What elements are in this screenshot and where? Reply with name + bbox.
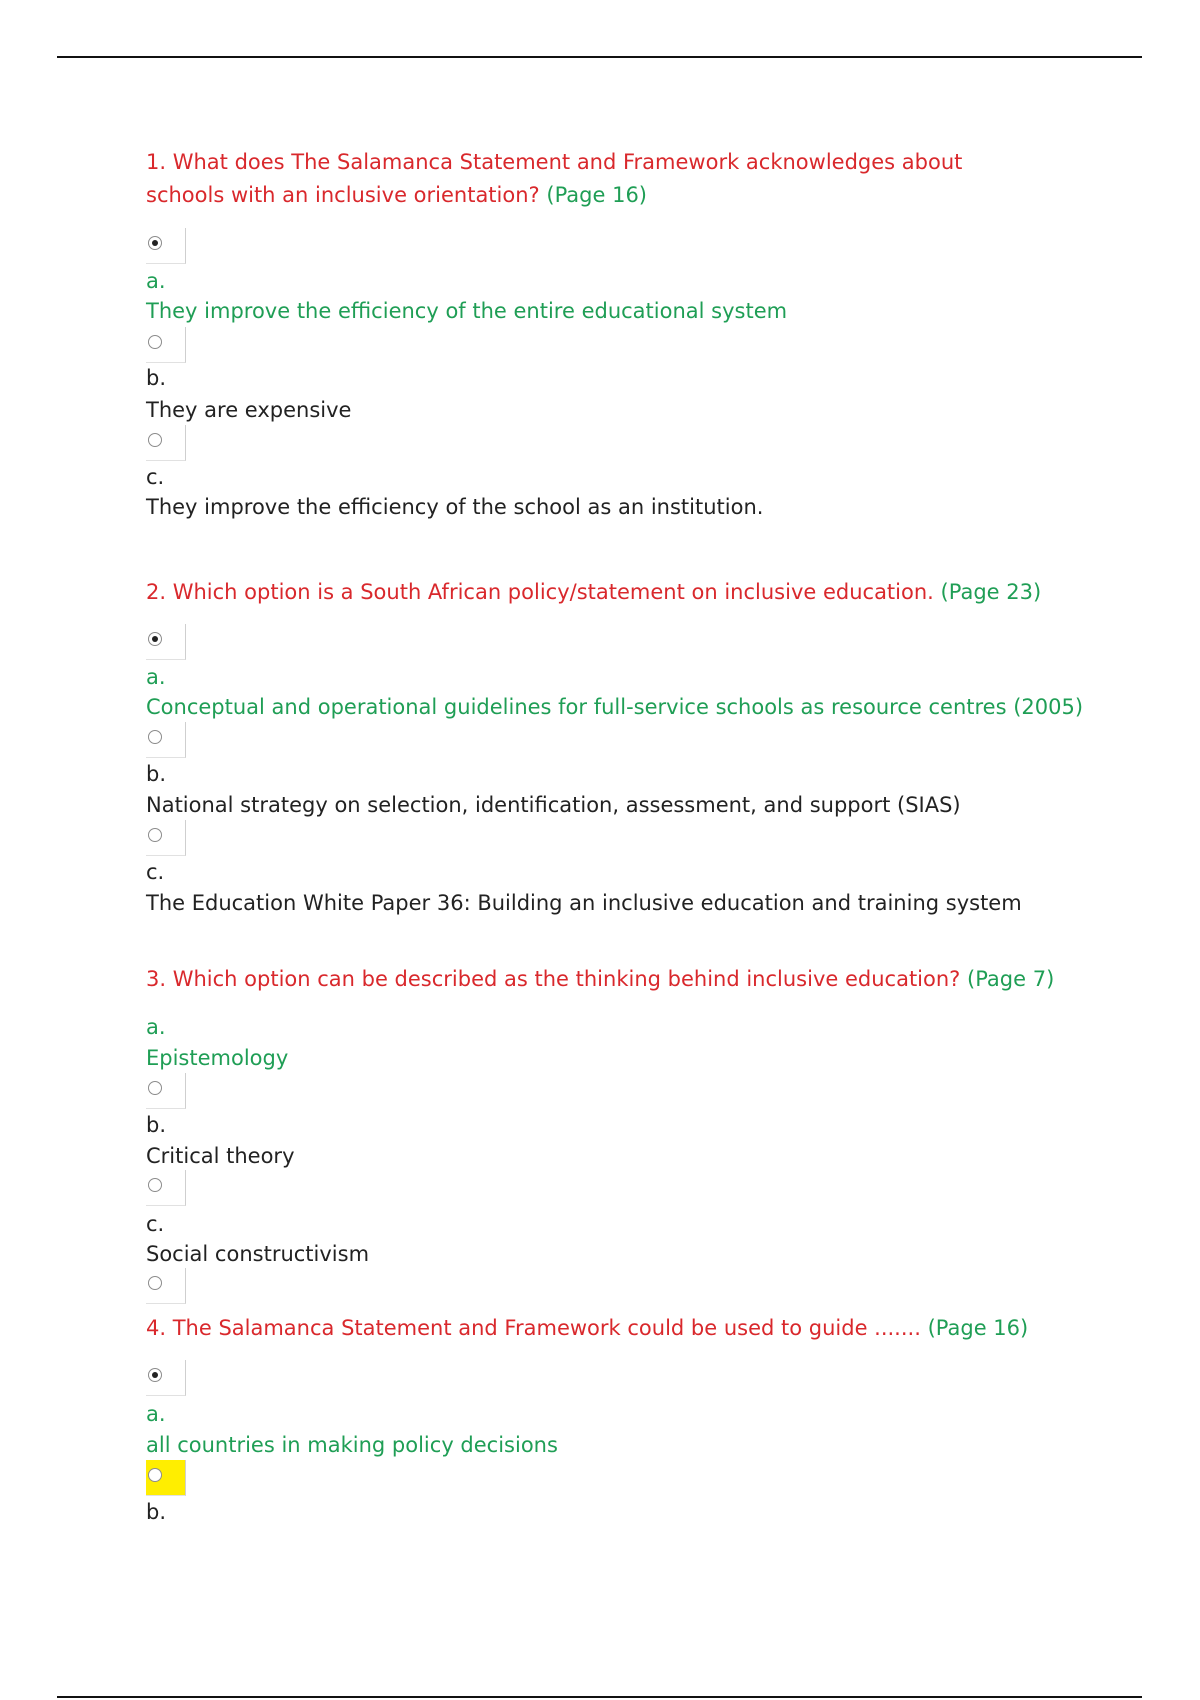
q2-option-a-text: Conceptual and operational guidelines for full-service schools as resource centres (2005) [146,695,1084,719]
radio-empty-icon [148,828,162,842]
question-2-page-ref: (Page 23) [940,580,1042,604]
q4-option-a-radio[interactable] [146,1360,186,1396]
radio-selected-icon [148,1368,162,1382]
question-3-page-ref: (Page 7) [967,967,1055,991]
q1-option-a-letter: a. [146,269,166,293]
question-1 [146,146,1026,212]
radio-empty-icon [148,730,162,744]
question-3-text: 3. Which option can be described as the thinking behind inclusive education? [146,967,961,991]
bottom-rule [57,1696,1142,1698]
q3-option-c-radio[interactable] [146,1170,186,1206]
q1-option-a-text: They improve the efficiency of the entire educational system [146,299,788,323]
top-rule [57,56,1142,58]
radio-empty-icon [148,1276,162,1290]
q1-option-c-text: They improve the efficiency of the school as an institution. [146,495,764,519]
q2-option-a-letter: a. [146,665,166,689]
question-1-page-ref: (Page 16) [546,183,647,207]
q2-option-c-radio[interactable] [146,820,186,856]
q2-option-c-text: The Education White Paper 36: Building an inclusive education and training system [146,891,1022,915]
q1-option-a-radio[interactable] [146,228,186,264]
q1-option-b-text: They are expensive [146,398,352,422]
radio-empty-icon [148,1468,162,1482]
q3-option-a-letter: a. [146,1015,166,1039]
q2-option-b-text: National strategy on selection, identification, assessment, and support (SIAS) [146,793,961,817]
radio-empty-icon [148,1081,162,1095]
question-2 [146,576,1041,609]
q3-option-b-radio[interactable] [146,1073,186,1109]
question-3 [146,963,1054,996]
question-2-text: 2. Which option is a South African policy/statement on inclusive education. [146,580,934,604]
q4-option-b-letter: b. [146,1500,167,1524]
radio-empty-icon [148,1178,162,1192]
q1-option-c-letter: c. [146,465,165,489]
q1-option-c-radio[interactable] [146,425,186,461]
q4-option-a-letter: a. [146,1402,166,1426]
q4-option-a-text: all countries in making policy decisions [146,1433,558,1457]
q1-option-b-letter: b. [146,366,167,390]
q3-option-b-text: Critical theory [146,1144,295,1168]
question-4-text: 4. The Salamanca Statement and Framework could be used to guide ....... [146,1316,921,1340]
q2-option-b-radio[interactable] [146,722,186,758]
q4-option-b-radio[interactable] [146,1460,186,1496]
radio-selected-icon [148,632,162,646]
radio-selected-icon [148,236,162,250]
question-1-text: 1. What does The Salamanca Statement and Framework acknowledges about schools with an inclusive orientation? [146,150,963,207]
q3-option-c-text: Social constructivism [146,1242,370,1266]
question-4 [146,1312,1028,1345]
q2-option-c-letter: c. [146,860,165,884]
question-4-page-ref: (Page 16) [927,1316,1029,1340]
q2-option-b-letter: b. [146,762,167,786]
q3-option-a-text: Epistemology [146,1046,289,1070]
q2-option-a-radio[interactable] [146,624,186,660]
q3-option-b-letter: b. [146,1113,167,1137]
q3-trailing-radio[interactable] [146,1268,186,1304]
radio-empty-icon [148,433,162,447]
q1-option-b-radio[interactable] [146,327,186,363]
radio-empty-icon [148,335,162,349]
q3-option-c-letter: c. [146,1212,165,1236]
